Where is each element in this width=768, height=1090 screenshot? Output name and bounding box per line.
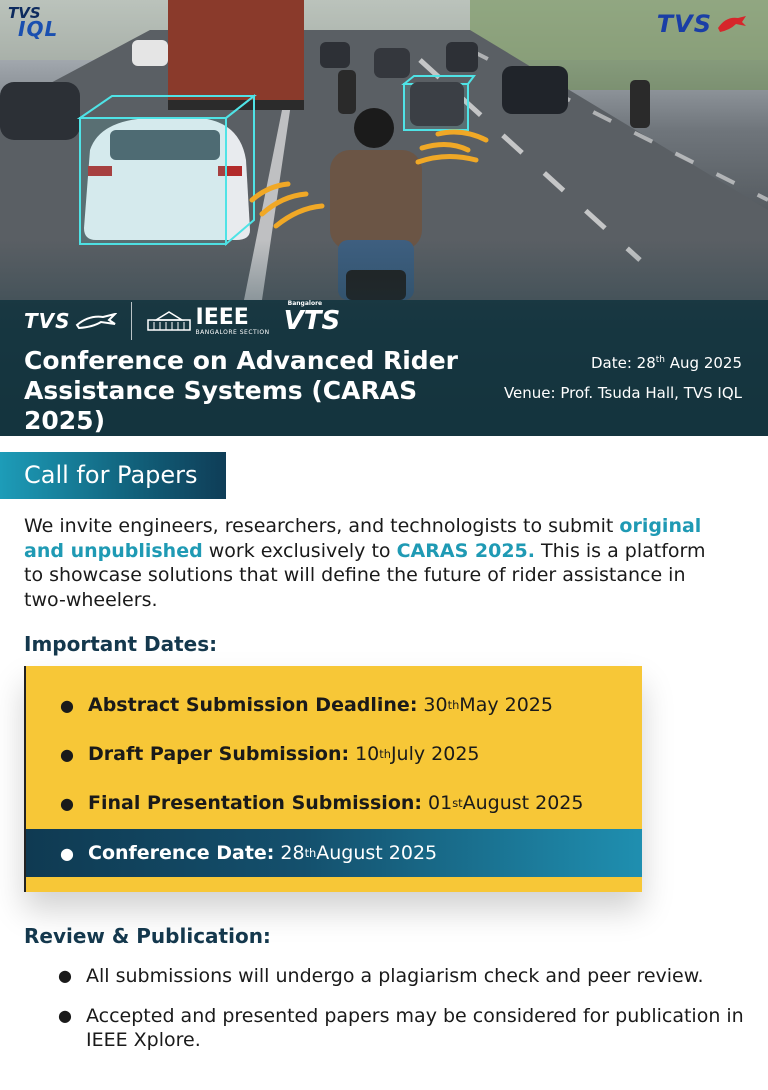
vts-logo-small: Bangalore — [287, 300, 323, 307]
tvs-iql-logo-line1: TVS — [8, 4, 41, 22]
date-row-draft: ● Draft Paper Submission: 10 th July 2025 — [26, 730, 642, 778]
bullet-icon: ● — [60, 744, 74, 764]
tvs-iql-logo — [8, 6, 58, 39]
intro-highlight-1: original and unpublished — [24, 515, 702, 562]
horse-logo-icon — [716, 14, 748, 34]
important-dates-box — [24, 666, 642, 892]
intro-text-3: This is a platform to showcase solutions that will define the future of rider assistance in two-wheelers. — [24, 539, 706, 611]
conference-date-sup: th — [655, 355, 665, 365]
date-row-abstract: ● Abstract Submission Deadline: 30 th May 2025 — [26, 681, 642, 729]
tvs-logo-white — [24, 309, 117, 333]
ieee-logo-subtext: BANGALORE SECTION — [195, 328, 270, 336]
vts-logo — [283, 300, 341, 336]
tvs-logo-top-right — [657, 10, 748, 38]
date-row-label: Abstract Submission Deadline: — [88, 694, 418, 716]
date-row-day: 01 — [428, 792, 453, 814]
date-row-label: Final Presentation Submission: — [88, 792, 422, 814]
tvs-logo-white-text: TVS — [24, 309, 71, 333]
bullet-icon: ● — [58, 1005, 72, 1025]
conference-venue: Venue: Prof. Tsuda Hall, TVS IQL — [503, 384, 742, 402]
intro-highlight-2: CARAS 2025. — [396, 539, 535, 562]
horse-logo-icon — [75, 313, 117, 329]
review-list — [24, 964, 764, 1068]
intro-text-2: work exclusively to — [202, 539, 397, 562]
date-row-day: 10 — [355, 743, 380, 765]
date-row-label: Conference Date: — [88, 842, 275, 864]
ieee-building-icon — [146, 310, 192, 332]
conference-title: Conference on Advanced Rider Assistance Systems (CARAS 2025) — [24, 346, 458, 435]
hero-banner — [0, 0, 768, 436]
conference-date-label: Date: 28 — [591, 354, 656, 372]
tvs-logo-text: TVS — [656, 10, 712, 38]
logo-divider — [131, 302, 132, 340]
date-row-conference: ● Conference Date: 28 th August 2025 — [26, 829, 642, 877]
intro-paragraph — [24, 514, 724, 612]
ieee-logo-text: IEEE — [195, 304, 249, 330]
tvs-iql-logo-line2: IQL — [18, 17, 59, 41]
review-item-text: All submissions will undergo a plagiarism check and peer review. — [86, 965, 704, 987]
review-item-text: Accepted and presented papers may be considered for publication in IEEE Xplore. — [86, 1004, 744, 1051]
review-publication-heading: Review & Publication: — [24, 924, 271, 948]
bullet-icon: ● — [58, 966, 72, 985]
partner-logos — [24, 302, 340, 340]
conference-meta — [504, 348, 742, 408]
call-for-papers-heading: Call for Papers — [0, 452, 226, 499]
date-row-rest: August 2025 — [316, 842, 438, 864]
review-list-item — [24, 1004, 764, 1053]
conference-date-rest: Aug 2025 — [665, 354, 742, 372]
bullet-icon: ● — [60, 793, 74, 813]
bullet-icon: ● — [60, 695, 74, 715]
date-row-day: 30 — [423, 694, 448, 716]
date-row-rest: July 2025 — [390, 743, 480, 765]
intro-text-1: We invite engineers, researchers, and technologists to submit — [24, 515, 620, 537]
conference-date — [504, 348, 742, 378]
bullet-icon: ● — [60, 843, 74, 863]
date-row-final: ● Final Presentation Submission: 01 st August 2025 — [26, 779, 642, 827]
ieee-bangalore-logo — [146, 304, 270, 336]
date-row-day: 28 — [280, 842, 305, 864]
vts-logo-text: VTS — [283, 306, 341, 336]
date-row-rest: August 2025 — [462, 792, 584, 814]
review-list-item — [24, 964, 764, 989]
date-row-label: Draft Paper Submission: — [88, 743, 350, 765]
date-row-rest: May 2025 — [459, 694, 553, 716]
important-dates-heading: Important Dates: — [24, 632, 218, 656]
